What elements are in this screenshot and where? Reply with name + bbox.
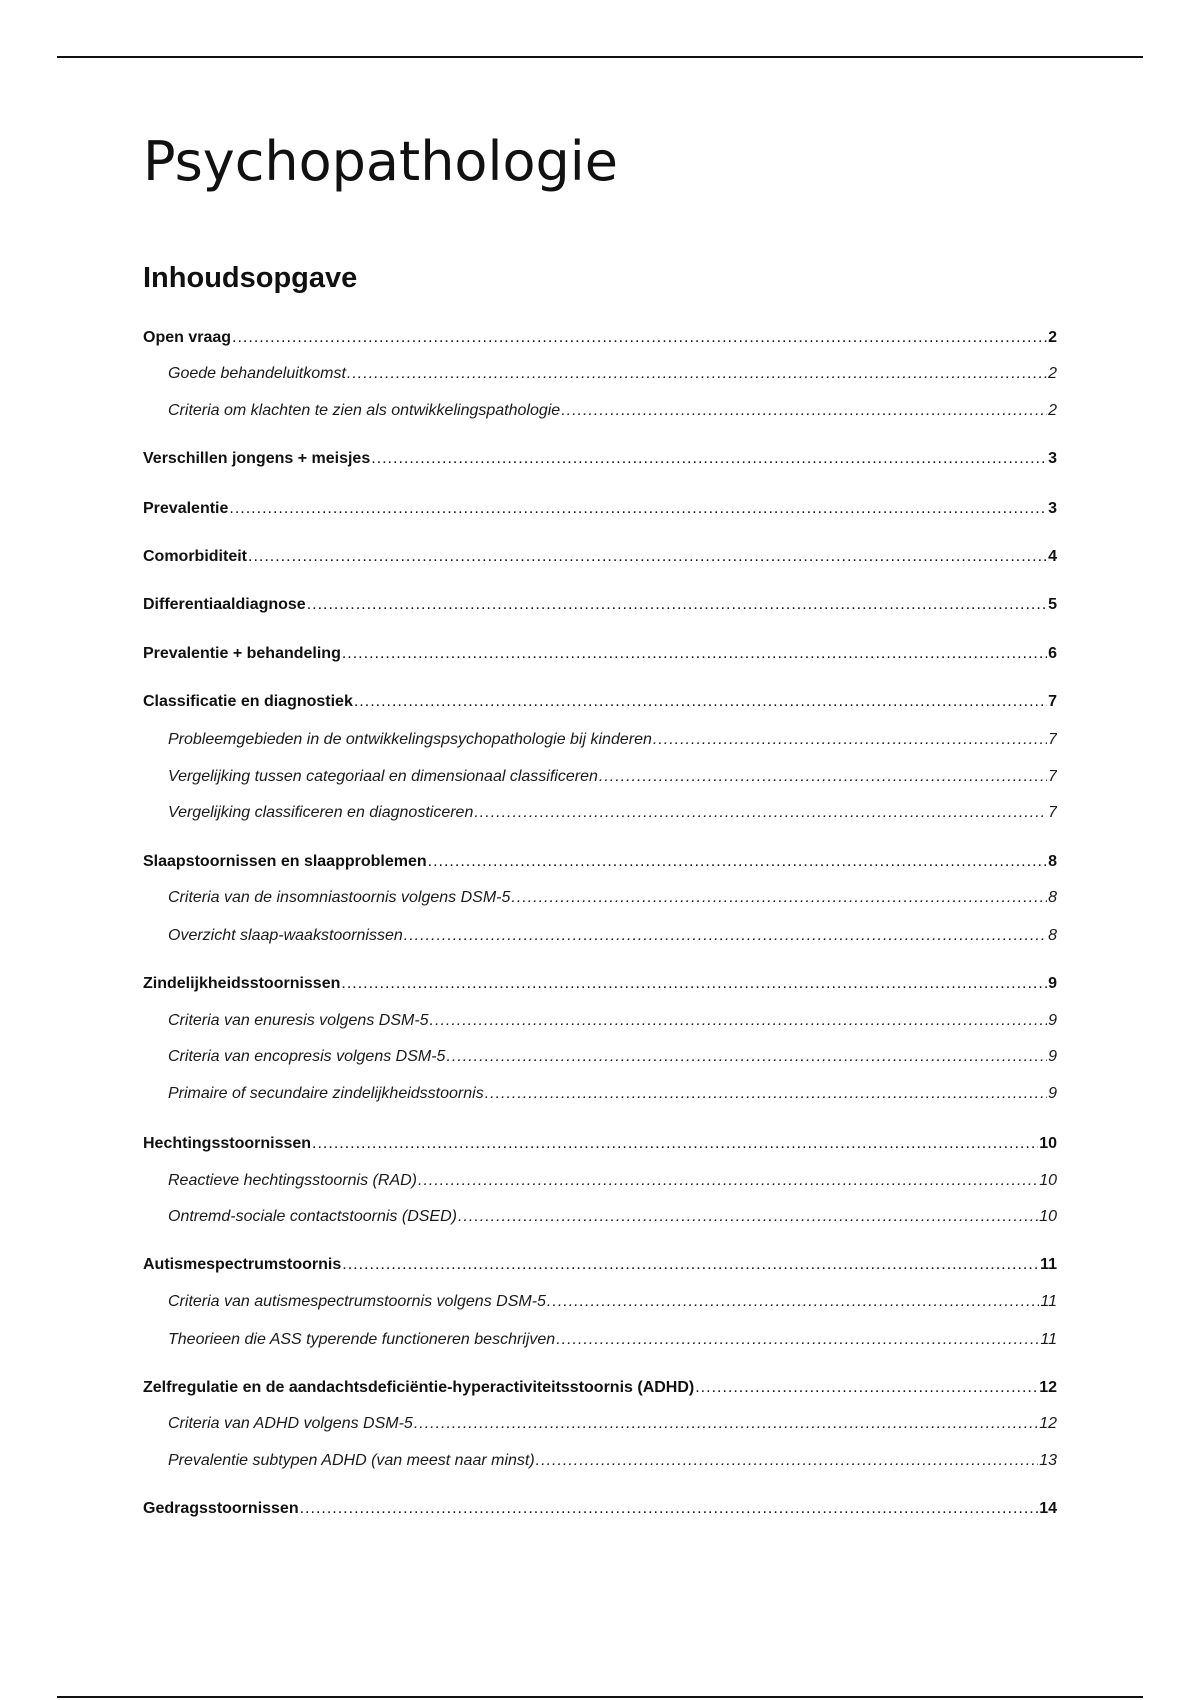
- toc-dot-leader: [599, 766, 1047, 788]
- toc-subentry[interactable]: [143, 1206, 1057, 1228]
- toc-entry-label: Verschillen jongens + meisjes: [143, 450, 371, 467]
- toc-entry-label: Ontremd-sociale contactstoornis (DSED): [168, 1208, 457, 1225]
- toc-dot-leader: [307, 594, 1047, 616]
- toc-subentry[interactable]: [143, 729, 1057, 751]
- toc-page-number: 12: [1039, 1415, 1057, 1432]
- toc-dot-leader: [300, 1498, 1039, 1520]
- toc-entry[interactable]: [143, 691, 1057, 713]
- toc-entry-label: Zelfregulatie en de aandachtsdeficiëntie-hyperactiviteitsstoornis (ADHD): [143, 1379, 695, 1396]
- toc-entry-label: Slaapstoornissen en slaapproblemen: [143, 853, 427, 870]
- toc-dot-leader: [354, 691, 1047, 713]
- toc-heading: Inhoudsopgave: [143, 262, 358, 294]
- toc-entry[interactable]: [143, 1377, 1057, 1399]
- toc-subentry[interactable]: [143, 1170, 1057, 1192]
- toc-entry-label: Prevalentie: [143, 500, 229, 517]
- toc-entry[interactable]: [143, 1254, 1057, 1276]
- toc-dot-leader: [511, 887, 1047, 909]
- toc-page-number: 7: [1048, 804, 1057, 821]
- toc-dot-leader: [414, 1413, 1038, 1435]
- toc-entry-label: Prevalentie subtypen ADHD (van meest naar minst): [168, 1452, 535, 1469]
- toc-entry[interactable]: [143, 1498, 1057, 1520]
- toc-page-number: 2: [1048, 329, 1057, 346]
- toc-dot-leader: [695, 1377, 1038, 1399]
- toc-subentry[interactable]: [143, 400, 1057, 422]
- toc-subentry[interactable]: [143, 1329, 1057, 1351]
- toc-page-number: 14: [1039, 1500, 1057, 1517]
- toc-entry-label: Goede behandeluitkomst: [168, 365, 346, 382]
- toc-dot-leader: [404, 925, 1047, 947]
- toc-entry[interactable]: [143, 327, 1057, 349]
- toc-entry-label: Overzicht slaap-waakstoornissen: [168, 927, 403, 944]
- toc-entry-label: Prevalentie + behandeling: [143, 645, 341, 662]
- toc-page-number: 7: [1048, 768, 1057, 785]
- toc-page-number: 12: [1039, 1379, 1057, 1396]
- toc-page-number: 7: [1048, 731, 1057, 748]
- toc-dot-leader: [342, 643, 1047, 665]
- toc-subentry[interactable]: [143, 1291, 1057, 1313]
- toc-page-number: 4: [1048, 548, 1057, 565]
- toc-dot-leader: [232, 327, 1047, 349]
- toc-entry-label: Criteria van autismespectrumstoornis volgens DSM-5: [168, 1293, 546, 1310]
- toc-dot-leader: [536, 1450, 1039, 1472]
- toc-entry-label: Criteria van enuresis volgens DSM-5: [168, 1012, 429, 1029]
- toc-subentry[interactable]: [143, 766, 1057, 788]
- toc-entry[interactable]: [143, 498, 1057, 520]
- toc-subentry[interactable]: [143, 1413, 1057, 1435]
- toc-entry-label: Vergelijking classificeren en diagnosticeren: [168, 804, 474, 821]
- toc-page-number: 11: [1040, 1256, 1057, 1273]
- toc-page-number: 6: [1048, 645, 1057, 662]
- toc-dot-leader: [547, 1291, 1039, 1313]
- toc-dot-leader: [428, 851, 1047, 873]
- table-of-contents: [143, 0, 1057, 1700]
- toc-page-number: 13: [1039, 1452, 1057, 1469]
- toc-dot-leader: [341, 973, 1047, 995]
- toc-entry-label: Differentiaaldiagnose: [143, 596, 306, 613]
- toc-entry-label: Comorbiditeit: [143, 548, 247, 565]
- toc-page-number: 9: [1048, 1048, 1057, 1065]
- toc-page-number: 10: [1039, 1135, 1057, 1152]
- toc-entry-label: Classificatie en diagnostiek: [143, 693, 353, 710]
- toc-entry-label: Criteria van ADHD volgens DSM-5: [168, 1415, 413, 1432]
- toc-dot-leader: [561, 400, 1047, 422]
- toc-entry-label: Open vraag: [143, 329, 232, 346]
- toc-entry-label: Zindelijkheidsstoornissen: [143, 975, 341, 992]
- toc-entry-label: Probleemgebieden in de ontwikkelingspsychopathologie bij kinderen: [168, 731, 652, 748]
- toc-page-number: 11: [1040, 1331, 1057, 1348]
- toc-dot-leader: [342, 1254, 1039, 1276]
- toc-entry[interactable]: [143, 851, 1057, 873]
- toc-dot-leader: [418, 1170, 1038, 1192]
- toc-entry-label: Reactieve hechtingsstoornis (RAD): [168, 1172, 417, 1189]
- toc-entry[interactable]: [143, 448, 1057, 470]
- toc-entry[interactable]: [143, 973, 1057, 995]
- toc-entry-label: Primaire of secundaire zindelijkheidsstoornis: [168, 1085, 484, 1102]
- toc-dot-leader: [347, 363, 1047, 385]
- toc-page-number: 8: [1048, 889, 1057, 906]
- toc-subentry[interactable]: [143, 1450, 1057, 1472]
- footer-rule: [57, 1696, 1143, 1698]
- toc-subentry[interactable]: [143, 802, 1057, 824]
- toc-entry[interactable]: [143, 1133, 1057, 1155]
- toc-subentry[interactable]: [143, 1010, 1057, 1032]
- toc-subentry[interactable]: [143, 363, 1057, 385]
- toc-dot-leader: [485, 1083, 1047, 1105]
- toc-page-number: 5: [1048, 596, 1057, 613]
- toc-page-number: 10: [1039, 1172, 1057, 1189]
- toc-dot-leader: [446, 1046, 1047, 1068]
- toc-entry-label: Hechtingsstoornissen: [143, 1135, 312, 1152]
- toc-entry-label: Criteria van encopresis volgens DSM-5: [168, 1048, 446, 1065]
- toc-entry-label: Gedragsstoornissen: [143, 1500, 299, 1517]
- toc-page-number: 3: [1048, 500, 1057, 517]
- toc-entry-label: Criteria van de insomniastoornis volgens DSM-5: [168, 889, 511, 906]
- toc-page-number: 8: [1048, 853, 1057, 870]
- toc-dot-leader: [229, 498, 1047, 520]
- toc-page-number: 3: [1048, 450, 1057, 467]
- toc-entry[interactable]: [143, 594, 1057, 616]
- toc-page-number: 10: [1039, 1208, 1057, 1225]
- toc-entry-label: Autismespectrumstoornis: [143, 1256, 342, 1273]
- toc-dot-leader: [653, 729, 1047, 751]
- toc-page-number: 9: [1048, 975, 1057, 992]
- toc-entry[interactable]: [143, 546, 1057, 568]
- toc-entry-label: Theorieen die ASS typerende functioneren beschrijven: [168, 1331, 556, 1348]
- toc-entry[interactable]: [143, 643, 1057, 665]
- toc-dot-leader: [248, 546, 1047, 568]
- toc-dot-leader: [312, 1133, 1038, 1155]
- toc-page-number: 2: [1048, 402, 1057, 419]
- toc-subentry[interactable]: [143, 887, 1057, 909]
- toc-page-number: 2: [1048, 365, 1057, 382]
- toc-subentry[interactable]: [143, 925, 1057, 947]
- toc-dot-leader: [458, 1206, 1038, 1228]
- toc-page-number: 8: [1048, 927, 1057, 944]
- toc-dot-leader: [556, 1329, 1039, 1351]
- toc-page-number: 9: [1048, 1085, 1057, 1102]
- toc-page-number: 11: [1040, 1293, 1057, 1310]
- toc-dot-leader: [474, 802, 1047, 824]
- toc-dot-leader: [371, 448, 1047, 470]
- toc-subentry[interactable]: [143, 1083, 1057, 1105]
- toc-entry-label: Criteria om klachten te zien als ontwikkelingspathologie: [168, 402, 561, 419]
- toc-subentry[interactable]: [143, 1046, 1057, 1068]
- toc-entry-label: Vergelijking tussen categoriaal en dimensionaal classificeren: [168, 768, 598, 785]
- toc-dot-leader: [430, 1010, 1048, 1032]
- document-title: Psychopathologie: [143, 130, 619, 193]
- toc-page-number: 7: [1048, 693, 1057, 710]
- toc-page-number: 9: [1048, 1012, 1057, 1029]
